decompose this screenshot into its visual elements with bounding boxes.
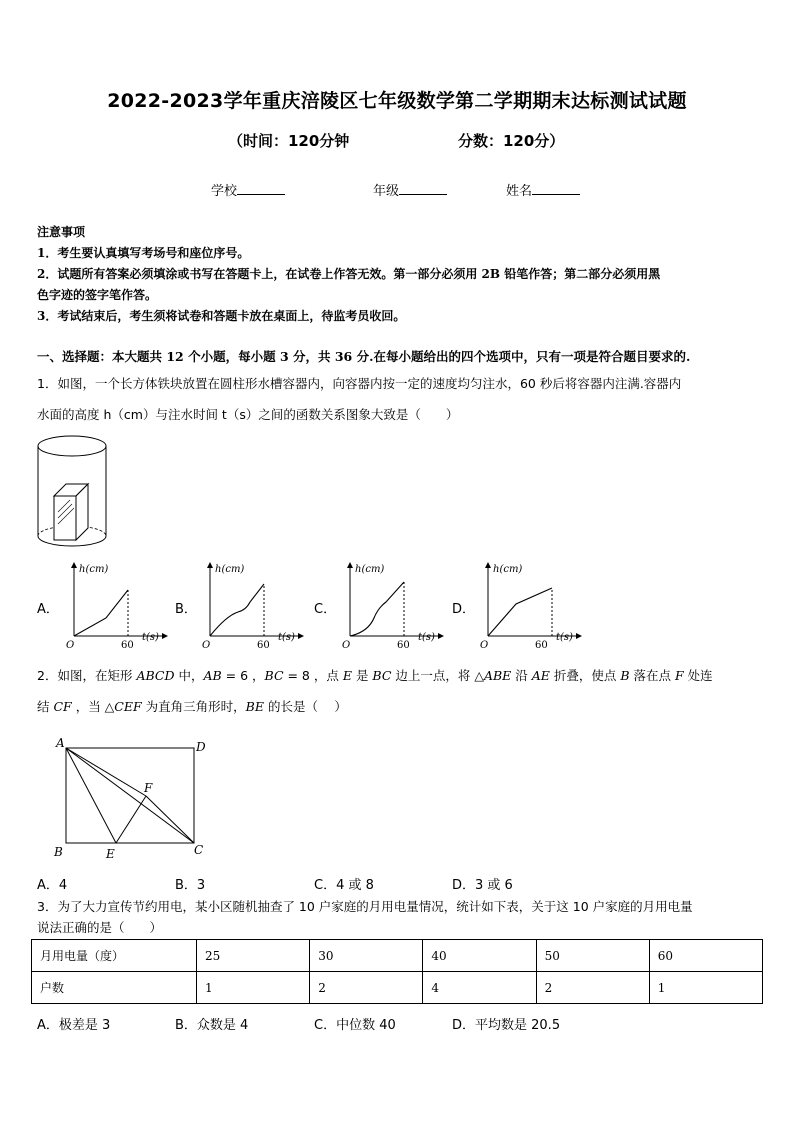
table-cell: 30 [310, 940, 423, 972]
x-tick-label: 60 [397, 640, 410, 650]
q2-option-a[interactable]: A．4 [37, 878, 68, 893]
point-c-label: C [194, 843, 204, 857]
q1-stem [37, 368, 759, 430]
point-b-label: B [54, 845, 63, 859]
school-field [211, 180, 285, 199]
note-item: 1．考生要认真填写考场号和座位序号。 [37, 246, 250, 260]
q3-option-c[interactable]: C．中位数 40 [314, 1018, 396, 1033]
table-row [32, 940, 763, 972]
x-tick-label: 60 [535, 640, 548, 650]
exam-score: 分数：120分） [458, 132, 565, 150]
usage-table [31, 939, 763, 1004]
notes-block [37, 222, 759, 327]
grade-field [373, 180, 447, 199]
point-d-label: D [196, 740, 206, 754]
grade-blank[interactable] [399, 182, 447, 195]
q1-graph-a[interactable] [62, 560, 172, 650]
y-axis-label: h(cm) [79, 564, 109, 575]
rectangle-figure [50, 734, 220, 862]
q1-option-b-label[interactable]: B． [175, 602, 197, 617]
table-cell: 40 [423, 940, 536, 972]
q1-option-c-label[interactable]: C． [314, 602, 337, 617]
section-heading: 一、选择题：本大题共 12 个小题，每小题 3 分，共 36 分.在每小题给出的四个选项中，只有一项是符合题目要求的. [37, 349, 691, 364]
q1-graph-b[interactable] [198, 560, 308, 650]
cylinder-figure [36, 434, 108, 552]
q3-option-b[interactable]: B．众数是 4 [175, 1018, 249, 1033]
point-f-label: F [144, 781, 153, 795]
q2-option-d[interactable]: D．3 或 6 [452, 878, 513, 893]
table-cell: 25 [197, 940, 310, 972]
table-cell: 60 [649, 940, 762, 972]
q3-option-d[interactable]: D．平均数是 20.5 [452, 1018, 561, 1033]
note-item: 色字迹的签字笔作答。 [37, 288, 158, 302]
q3-line2: 说法正确的是（ ） [37, 920, 163, 935]
q2-line2: 结 CF ，当 △CEF 为直角三角形时，BE 的长是（ ） [37, 699, 347, 714]
q1-graph-c[interactable] [338, 560, 448, 650]
notes-heading: 注意事项 [37, 225, 86, 239]
x-axis-label: t(s) [418, 632, 435, 643]
point-e-label: E [106, 847, 115, 861]
note-item: 2．试题所有答案必须填涂或书写在答题卡上，在试卷上作答无效。第一部分必须用 2B 铅笔作答；第二部分必须用黑 [37, 267, 661, 281]
page-title: 2022-2023学年重庆涪陵区七年级数学第二学期期末达标测试试题 [107, 90, 687, 112]
q2-option-b[interactable]: B．3 [175, 878, 206, 893]
table-cell: 1 [649, 972, 762, 1004]
table-cell: 月用电量（度） [32, 940, 197, 972]
table-cell: 2 [536, 972, 649, 1004]
school-label: 学校 [211, 184, 238, 199]
exam-time: （时间：120分钟 [228, 132, 350, 150]
origin-label: O [480, 640, 489, 650]
grade-label: 年级 [373, 184, 400, 199]
table-cell: 2 [310, 972, 423, 1004]
x-tick-label: 60 [121, 640, 134, 650]
q3-stem [37, 896, 759, 938]
table-row [32, 972, 763, 1004]
y-axis-label: h(cm) [215, 564, 245, 575]
y-axis-label: h(cm) [493, 564, 523, 575]
x-tick-label: 60 [257, 640, 270, 650]
q2-stem [37, 660, 759, 722]
table-cell: 50 [536, 940, 649, 972]
table-cell: 4 [423, 972, 536, 1004]
origin-label: O [202, 640, 211, 650]
table-cell: 1 [197, 972, 310, 1004]
point-a-label: A [56, 736, 65, 750]
q1-line2: 水面的高度 h（cm）与注水时间 t（s）之间的函数关系图象大致是（ ） [37, 407, 459, 422]
q1-line1: 1．如图，一个长方体铁块放置在圆柱形水槽容器内，向容器内按一定的速度均匀注水，60 秒后将容器内注满.容器内 [37, 376, 682, 391]
table-cell: 户数 [32, 972, 197, 1004]
x-axis-label: t(s) [556, 632, 573, 643]
origin-label: O [66, 640, 75, 650]
name-label: 姓名 [506, 184, 533, 199]
y-axis-label: h(cm) [355, 564, 385, 575]
q1-option-d-label[interactable]: D． [452, 602, 476, 617]
x-axis-label: t(s) [278, 632, 295, 643]
q1-graph-d[interactable] [476, 560, 586, 650]
school-blank[interactable] [237, 182, 285, 195]
q3-line1: 3．为了大力宣传节约用电，某小区随机抽查了 10 户家庭的月用电量情况，统计如下表，关于这 10 户家庭的月用电量 [37, 899, 693, 914]
note-item: 3．考试结束后，考生须将试卷和答题卡放在桌面上，待监考员收回。 [37, 309, 406, 323]
name-blank[interactable] [532, 182, 580, 195]
x-axis-label: t(s) [142, 632, 159, 643]
q1-option-a-label[interactable]: A． [37, 602, 59, 617]
origin-label: O [342, 640, 351, 650]
q3-option-a[interactable]: A．极差是 3 [37, 1018, 111, 1033]
q2-line1: 2．如图，在矩形 ABCD 中，AB = 6 ，BC = 8 ，点 E 是 BC 边上一点，将 △ABE 沿 AE 折叠，使点 B 落在点 F 处连 [37, 668, 713, 683]
name-field [506, 180, 580, 199]
q2-option-c[interactable]: C．4 或 8 [314, 878, 374, 893]
